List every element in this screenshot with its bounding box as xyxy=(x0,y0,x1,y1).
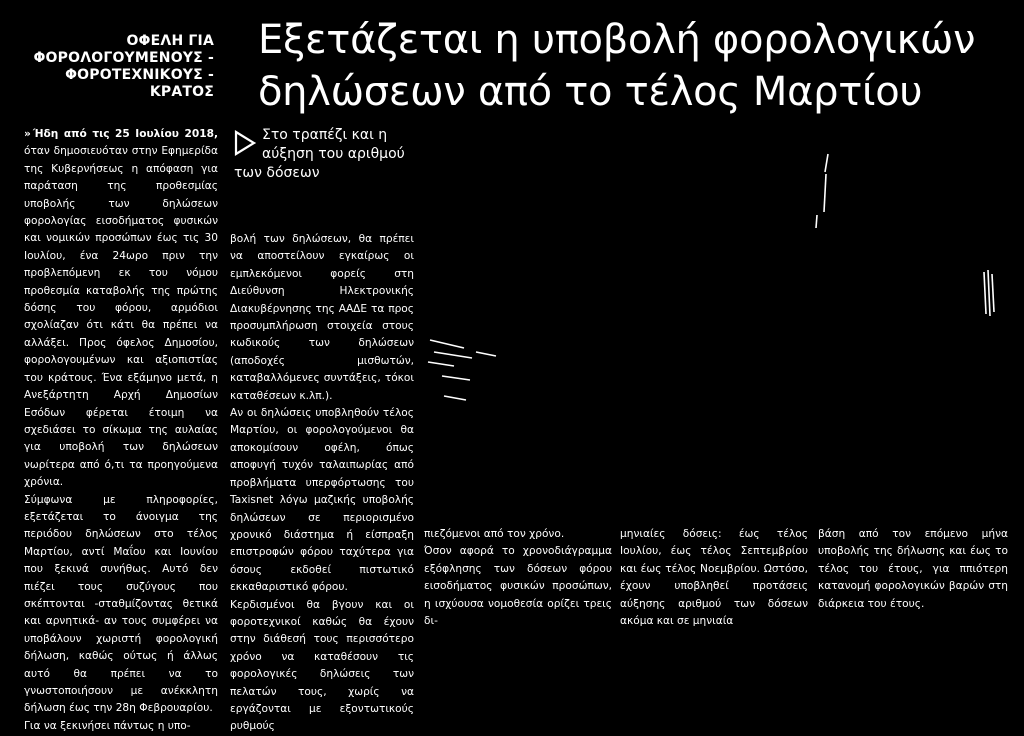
column-1-paragraph-2: Σύμφωνα με πληροφορίες, εξετάζεται το άνοιγμα της περιόδου δηλώσεων στο τέλος Μαρτίου, αντί Μαΐου και Ιουνίου που ξεκινά συνήθως. Αυτό δεν πιέζει τους συζύγους που σκέπτονται -σταθμίζοντας θετικά και αρνητικά- αν τους συμφέρει να υποβάλουν χωριστή φορολογική δήλωση, καθώς ούτως ή άλλως αυτό θα πρέπει να το γνωστοποιήσουν με ανέκκλητη δήλωση έως την 28η Φεβρουαρίου. xyxy=(24,493,218,715)
headline-line-2: δηλώσεων από το τέλος Μαρτίου xyxy=(258,69,923,115)
article-column-4 xyxy=(620,526,808,630)
article-column-2 xyxy=(230,231,414,736)
sidebar-heading-line: ΚΡΑΤΟΣ xyxy=(149,84,214,100)
column-2-paragraph-2: Αν οι δηλώσεις υποβληθούν τέλος Μαρτίου, οι φορολογούμενοι θα αποκομίσουν οφέλη, όπως αποφυγή τυχόν ταλαιπωρίας από προβλήματα υπερφόρτωσης του Taxisnet λόγω μαζικής υποβολής δηλώσεων σε περιορισμένο χρονικό διάστημα ή είσπραξη επιστροφών φόρου ταχύτερα για όσους εκδοθεί πιστωτικό εκκαθαριστικό φόρου. xyxy=(230,407,414,594)
article-column-5 xyxy=(818,526,1008,613)
double-chevron-icon: » xyxy=(24,128,31,140)
article-subhead xyxy=(234,126,424,183)
sidebar-heading-line: ΦΟΡΟΛΟΓΟΥΜΕΝΟΥΣ - xyxy=(33,50,214,66)
column-2-paragraph-3: Κερδισμένοι θα βγουν και οι φοροτεχνικοί καθώς θα έχουν στην διάθεσή τους περισσότερο χρόνο να καταθέσουν τις φορολογικές δηλώσεις των πελατών τους, χωρίς να εργάζονται με εξοντωτικούς ρυθμούς xyxy=(230,598,414,733)
dark-photo xyxy=(424,120,1024,520)
sidebar-heading xyxy=(20,33,214,101)
subhead-line-2: αύξηση του αριθμού xyxy=(262,146,405,162)
column-1-paragraph-1 xyxy=(24,126,218,492)
column-3-paragraph-1: πιεζόμενοι από τον χρόνο. xyxy=(424,528,565,540)
headline-line-1: Εξετάζεται η υποβολή φορολογικών xyxy=(258,17,976,63)
subhead-line-3: των δόσεων xyxy=(234,165,320,181)
sidebar-heading-line: ΟΦΕΛΗ ΓΙΑ xyxy=(126,33,214,49)
photo-area xyxy=(424,120,1024,520)
column-1-text: όταν δημοσιευόταν στην Εφημερίδα της Κυβερνήσεως η απόφαση για παράταση της προθεσμίας υποβολής των δηλώσεων φορολογίας εισοδήματος φυσικών και νομικών προσώπων έως τις 30 Ιουλίου, ένα 24ωρο πριν την προβλεπόμενη εκ του νόμου προθεσμία καταβολής της πρώτης δόσης του φόρου, αρμόδιοι σχολίαζαν ότι κάτι θα πρέπει να αλλάξει. Προς όφελος Δημοσίου, φορολογουμένων και αξιοπιστίας του κράτους. Ένα εξάμηνο μετά, η Ανεξάρτητη Αρχή Δημοσίων Εσόδων φέρεται έτοιμη να σχεδιάσει το σίκωμα της αυλαίας για υποβολή των δηλώσεων νωρίτερα από ό,τι τα προηγούμενα χρόνια. xyxy=(24,145,218,489)
column-3-paragraph-2: Όσον αφορά το χρονοδιάγραμμα εξόφλησης των δόσεων φόρου εισοδήματος φυσικών προσώπων, η ισχύουσα νομοθεσία ορίζει τρεις δι- xyxy=(424,545,612,628)
subhead-line-1: Στο τραπέζι και η xyxy=(262,127,388,143)
column-1-paragraph-3: Για να ξεκινήσει πάντως η υπο- xyxy=(24,719,191,732)
column-5-paragraph-1: βάση από τον επόμενο μήνα υποβολής της δήλωσης και έως το τέλος του έτους, για ππιότερη κατανομή φορολογικών βαρών στη διάρκεια του έτους. xyxy=(818,528,1008,610)
article-column-1 xyxy=(24,126,218,735)
lead-date: Ήδη από τις 25 Ιουλίου 2018, xyxy=(32,128,218,140)
sidebar-heading-line: ΦΟΡΟΤΕΧΝΙΚΟΥΣ - xyxy=(65,67,214,83)
article-headline xyxy=(258,14,1018,118)
column-2-paragraph-1: βολή των δηλώσεων, θα πρέπει να αποστείλουν εγκαίρως οι εμπλεκόμενοι φορείς στη Διεύθυνση Ηλεκτρονικής Διακυβέρνησης της ΑΑΔΕ τα προς προσυμπλήρωση στοιχεία στους κωδικούς των δηλώσεων (αποδοχές μισθωτών, καταβαλλόμενες συντάξεις, τόκοι καταθέσεων κ.λπ.). xyxy=(230,233,414,402)
article-column-3 xyxy=(424,526,612,630)
column-4-paragraph-1: μηνιαίες δόσεις: έως τέλος Ιουλίου, έως τέλος Σεπτεμβρίου και έως τέλος Νοεμβρίου. Ωστόσο, έχουν υποβληθεί προτάσεις αύξησης αριθμού των δόσεων ακόμα και σε μηνιαία xyxy=(620,528,808,628)
